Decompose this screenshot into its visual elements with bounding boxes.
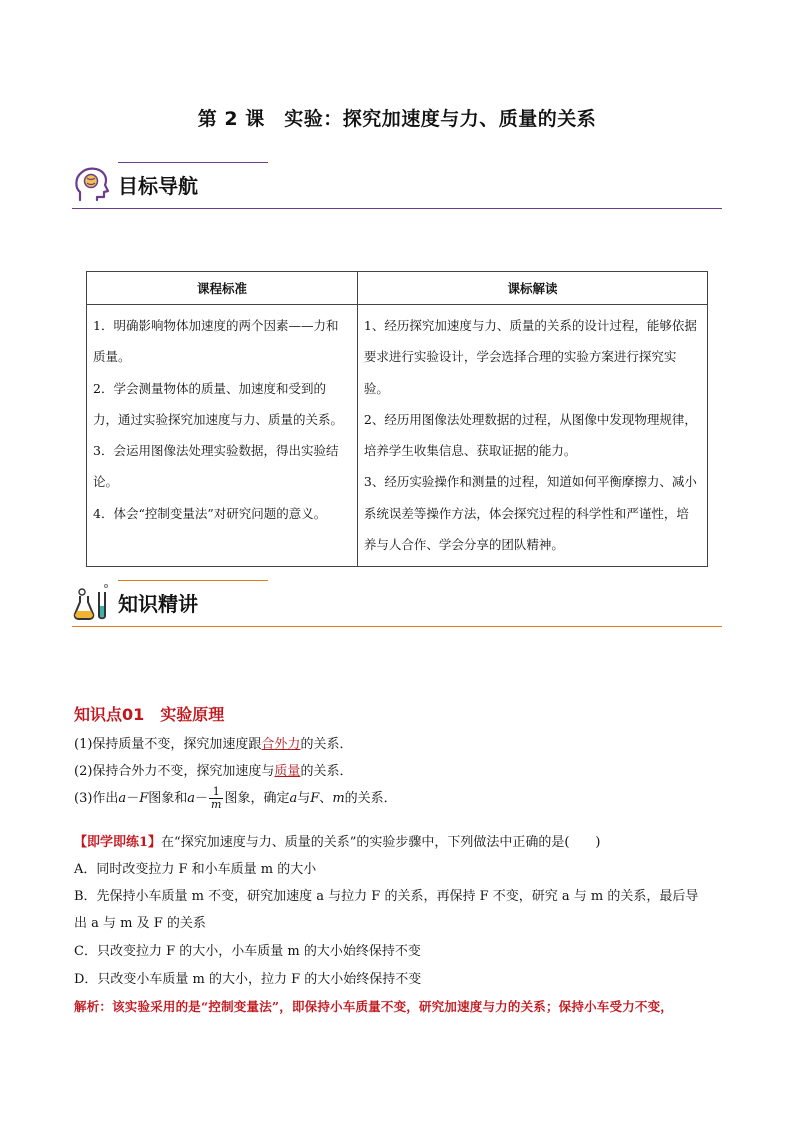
principle-2-text: (2)保持合外力不变，探究加速度与 bbox=[74, 764, 275, 779]
fraction-denominator: m bbox=[211, 798, 222, 811]
standard-item-3: 3．会运用图像法处理实验数据，得出实验结论。 bbox=[93, 443, 339, 490]
course-standards-table bbox=[86, 271, 708, 567]
minus-sign: － bbox=[126, 791, 140, 806]
exercise-stem bbox=[74, 831, 600, 850]
fraction-numerator: 1 bbox=[209, 786, 223, 799]
interpretation-item-2: 2、经历用图像法处理数据的过程，从图像中发现物理规律，培养学生收集信息、获取证据的能力。 bbox=[363, 411, 697, 459]
principle-1-tail: 的关系． bbox=[300, 737, 353, 752]
section-knowledge-header bbox=[72, 580, 722, 628]
section-goal-rule bbox=[72, 208, 722, 209]
principle-2-keyword: 质量 bbox=[274, 764, 301, 779]
symbol-f: F bbox=[139, 791, 149, 806]
lab-flask-icon bbox=[72, 582, 112, 622]
section-knowledge-label: 知识精讲 bbox=[118, 592, 198, 616]
exercise-question: 在“探究加速度与力、质量的关系”的实验步骤中，下列做法中正确的是( ) bbox=[161, 835, 601, 850]
principle-line-2 bbox=[74, 760, 352, 779]
principle-3-text: (3)作出 bbox=[74, 791, 119, 806]
section-goal-label: 目标导航 bbox=[118, 174, 198, 198]
table-header-standard: 课程标准 bbox=[87, 272, 358, 305]
symbol-a: a bbox=[187, 791, 196, 806]
brain-head-icon bbox=[72, 164, 112, 204]
principle-3-tail-3: 、 bbox=[319, 791, 333, 806]
option-b-line-1: B．先保持小车质量 m 不变，研究加速度 a 与拉力 F 的关系，再保持 F 不变，研究 a 与 m 的关系，最后导 bbox=[74, 889, 699, 904]
minus-sign: － bbox=[195, 791, 209, 806]
interpretation-item-3: 3、经历实验操作和测量的过程，知道如何平衡摩擦力、减小系统误差等操作方法，体会探究过程的科学性和严谨性，培养与人合作、学会分享的团队精神。 bbox=[363, 474, 697, 553]
exercise-tag: 【即学即练1】 bbox=[74, 835, 162, 850]
standard-item-2: 2．学会测量物体的质量、加速度和受到的力，通过实验探究加速度与力、质量的关系。 bbox=[93, 380, 344, 427]
section-knowledge-rule bbox=[72, 626, 722, 627]
symbol-a: a bbox=[118, 791, 127, 806]
principle-1-text: (1)保持质量不变，探究加速度跟 bbox=[74, 737, 262, 752]
fraction-one-over-m bbox=[209, 786, 223, 811]
section-goal-header bbox=[72, 162, 722, 210]
standard-cell bbox=[87, 305, 358, 567]
interpretation-cell bbox=[357, 305, 707, 567]
symbol-m: m bbox=[332, 791, 345, 806]
table-header-interpretation: 课标解读 bbox=[357, 272, 707, 305]
option-a: A．同时改变拉力 F 和小车质量 m 的大小 bbox=[74, 862, 317, 877]
standard-item-1: 1．明确影响物体加速度的两个因素——力和质量。 bbox=[93, 318, 339, 365]
principle-1-keyword: 合外力 bbox=[261, 737, 301, 752]
interpretation-item-1: 1、经历探究加速度与力、质量的关系的设计过程，能够依据要求进行实验设计，学会选择合理的实验方案进行探究实验。 bbox=[363, 318, 697, 396]
option-b-line-2: 出 a 与 m 及 F 的关系 bbox=[74, 916, 206, 931]
principle-3-tail-4: 的关系． bbox=[344, 791, 397, 806]
principle-line-3 bbox=[74, 786, 397, 811]
option-c: C．只改变拉力 F 的大小，小车质量 m 的大小始终保持不变 bbox=[74, 944, 421, 959]
principle-line-1 bbox=[74, 733, 352, 752]
option-d: D．只改变小车质量 m 的大小，拉力 F 的大小始终保持不变 bbox=[74, 972, 422, 987]
analysis-text: 解析：该实验采用的是“控制变量法”，即保持小车质量不变，研究加速度与力的关系；保持小车受力不变， bbox=[74, 999, 673, 1014]
symbol-a: a bbox=[289, 791, 298, 806]
knowledge-point-title: 知识点01 实验原理 bbox=[74, 705, 225, 724]
principle-3-tail-2: 与 bbox=[297, 791, 311, 806]
standard-item-4: 4．体会“控制变量法”对研究问题的意义。 bbox=[93, 505, 327, 521]
principle-3-tail-1: 图象，确定 bbox=[224, 791, 290, 806]
table-row bbox=[87, 305, 708, 567]
principle-2-tail: 的关系． bbox=[300, 764, 353, 779]
symbol-f: F bbox=[310, 791, 320, 806]
lesson-title: 第 2 课 实验：探究加速度与力、质量的关系 bbox=[197, 108, 597, 130]
table-header-row bbox=[87, 272, 708, 305]
section-knowledge-deco-line bbox=[118, 580, 268, 581]
principle-3-mid: 图象和 bbox=[148, 791, 188, 806]
section-goal-deco-line bbox=[118, 162, 268, 163]
